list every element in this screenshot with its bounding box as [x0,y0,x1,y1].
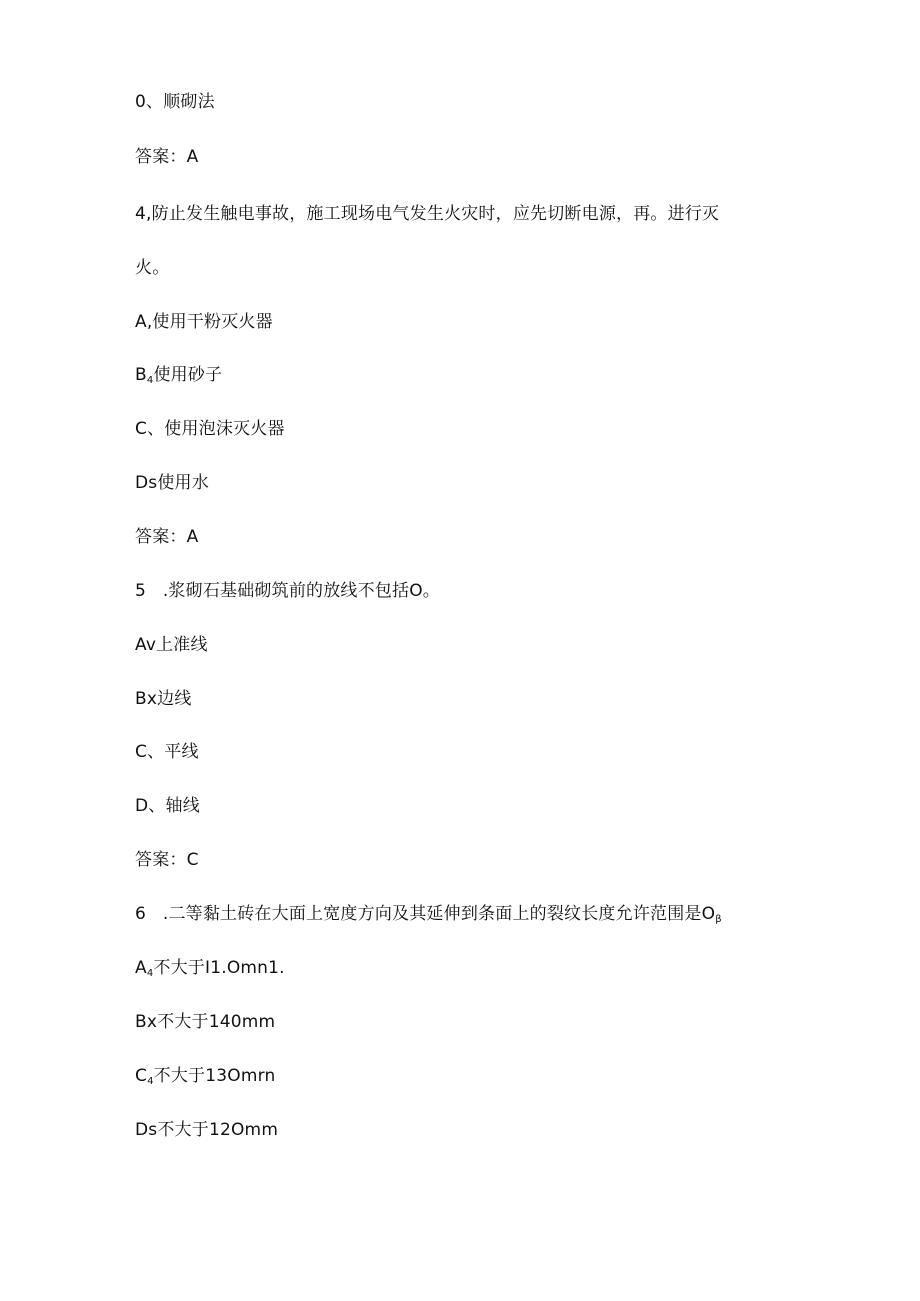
q4-option-d: Ds使用水 [135,473,209,493]
q4-option-c: C、使用泡沫灭火器 [135,419,285,439]
q3-answer: 答案：A [135,147,199,167]
q6-option-c-text: 不大于13Omrn [153,1066,276,1086]
q6-option-a-prefix: A [135,958,147,978]
q6-option-d: Ds不大于12Omm [135,1120,279,1140]
q4-question-line2: 火。 [135,258,170,278]
q4-question-line1: 4,防止发生触电事故，施工现场电气发生火灾时，应先切断电源，再。进行灭 [135,204,720,224]
q6-option-a [135,956,285,986]
q4-option-b-sub: 4 [146,375,154,386]
q3-option-d: 0、顺砌法 [135,92,215,112]
q6-question-sub: β [715,914,722,925]
q4-option-b-prefix: B [135,365,147,385]
q6-option-c-sub: 4 [147,1076,154,1087]
q6-option-a-text: 不大于I1.Omn1. [153,958,285,978]
q4-answer: 答案：A [135,527,199,547]
q5-option-d: D、轴线 [135,796,200,816]
q4-option-a: A,使用干粉灭火器 [135,312,273,332]
q4-option-b [135,363,222,393]
q6-question [135,902,722,932]
q6-question-main: 6 .二等黏土砖在大面上宽度方向及其延伸到条面上的裂纹长度允许范围是O [135,904,716,924]
q6-option-a-sub: 4 [146,968,154,979]
q5-answer: 答案：C [135,850,199,870]
q6-option-c [135,1064,275,1094]
q5-option-b: Bx边线 [135,689,192,709]
q6-option-b: Bx不大于140mm [135,1012,276,1032]
q5-option-a: Av上准线 [135,635,208,655]
q5-option-c: C、平线 [135,742,199,762]
q5-question: 5 .浆砌石基础砌筑前的放线不包括O。 [135,581,441,601]
q6-option-c-prefix: C [135,1066,148,1086]
q4-option-b-text: 使用砂子 [153,365,223,385]
